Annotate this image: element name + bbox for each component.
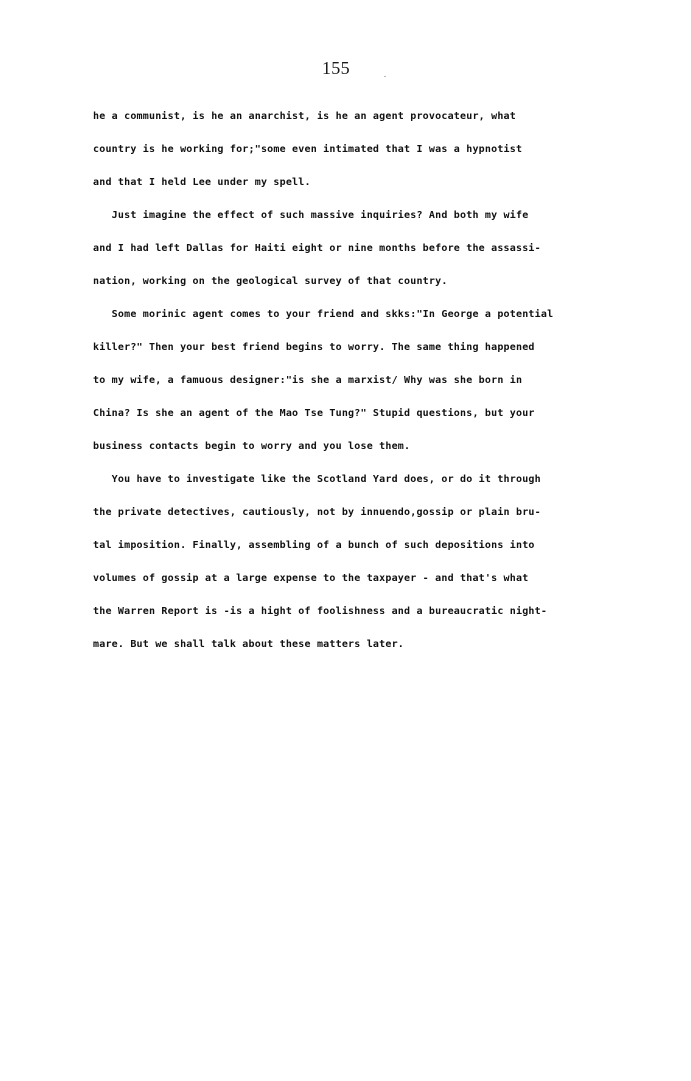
text-line: the private detectives, cautiously, not by innuendo,gossip or plain bru-	[93, 507, 541, 518]
text-line: Just imagine the effect of such massive inquiries? And both my wife	[93, 210, 529, 221]
text-line: the Warren Report is -is a hight of foolishness and a bureaucratic night-	[93, 606, 548, 617]
text-line: You have to investigate like the Scotland Yard does, or do it through	[93, 474, 541, 485]
text-line: Some morinic agent comes to your friend and skks:"In George a potential	[93, 309, 554, 320]
text-line: he a communist, is he an anarchist, is he an agent provocateur, what	[93, 111, 516, 122]
text-line: China? Is she an agent of the Mao Tse Tung?" Stupid questions, but your	[93, 408, 535, 419]
text-line: tal imposition. Finally, assembling of a bunch of such depositions into	[93, 540, 535, 551]
text-line: business contacts begin to worry and you lose them.	[93, 441, 411, 452]
text-line: and I had left Dallas for Haiti eight or nine months before the assassi-	[93, 243, 541, 254]
text-line: killer?" Then your best friend begins to worry. The same thing happened	[93, 342, 535, 353]
scan-speck	[384, 76, 386, 77]
text-line: mare. But we shall talk about these matters later.	[93, 639, 405, 650]
text-line: volumes of gossip at a large expense to the taxpayer - and that's what	[93, 573, 529, 584]
text-line: and that I held Lee under my spell.	[93, 177, 311, 188]
text-line: nation, working on the geological survey of that country.	[93, 276, 448, 287]
text-line: to my wife, a famuous designer:"is she a marxist/ Why was she born in	[93, 375, 523, 386]
page-number: 155	[322, 58, 350, 78]
text-line: country is he working for;"some even intimated that I was a hypnotist	[93, 144, 523, 155]
